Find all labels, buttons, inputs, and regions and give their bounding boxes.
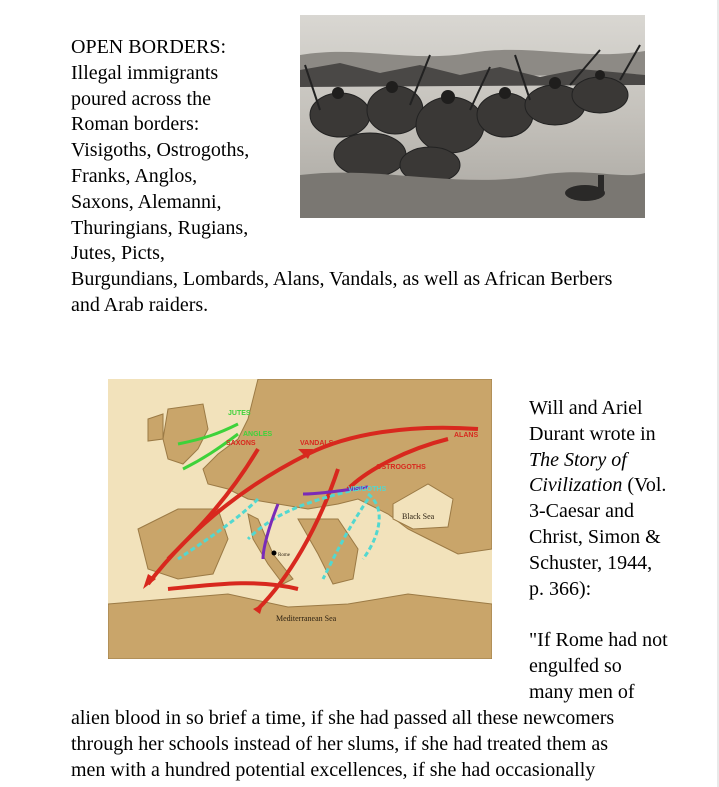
map-label-rome: Rome [278,553,290,558]
citation-line: Durant wrote in [529,422,656,445]
citation-line: Will and Ariel [529,397,643,419]
quote-line: men with a hundred potential excellences, if she had occasionally [71,759,596,781]
citation-line: 3-Caesar and [529,500,634,523]
quote-line: engulfed so [529,655,622,677]
text-line: Jutes, Picts, [71,242,165,265]
text-line: Illegal immigrants [71,61,219,84]
map-label-visigoths: VISIGOTHS [348,486,387,493]
map-label-mediterranean: Mediterranean Sea [276,614,337,623]
section-heading: OPEN BORDERS: [71,36,227,58]
citation-line: Christ, Simon & [529,526,661,548]
text-line: Visigoths, Ostrogoths, [71,139,250,162]
text-line: Franks, Anglos, [71,165,198,187]
map-label-vandals: VANDALS [300,440,334,447]
citation-line: Schuster, 1944, [529,551,653,574]
citation-line: p. 366): [529,577,592,600]
book-title-line: The Story of [529,448,627,471]
map-label-black-sea: Black Sea [402,512,435,521]
text-line: poured across the [71,87,211,110]
citation-line: Civilization (Vol. [529,474,667,497]
map-label-angles: ANGLES [243,431,273,438]
map-label-saxons: SAXONS [226,440,256,447]
barbarian-migrations-map [108,379,492,659]
text-line: Burgundians, Lombards, Alans, Vandals, as well as African Berbers [71,268,613,291]
text-line: and Arab raiders. [71,294,209,316]
quote-line: alien blood in so brief a time, if she had passed all these newcomers [71,707,615,729]
map-label-jutes: JUTES [228,410,251,417]
text-line: Roman borders: [71,113,200,136]
quote-line: "If Rome had not [529,629,668,651]
text-line: Saxons, Alemanni, [71,190,222,213]
text-line: Thuringians, Rugians, [71,216,249,239]
book-title-fragment: Civilization [529,474,623,497]
quote-line: through her schools instead of her slums, if she had treated them as [71,733,609,755]
quote-line: many men of [529,681,635,703]
map-label-ostrogoths: OSTROGOTHS [376,464,426,471]
map-label-alans: ALANS [454,432,479,439]
barbarian-invasion-engraving [300,15,645,218]
